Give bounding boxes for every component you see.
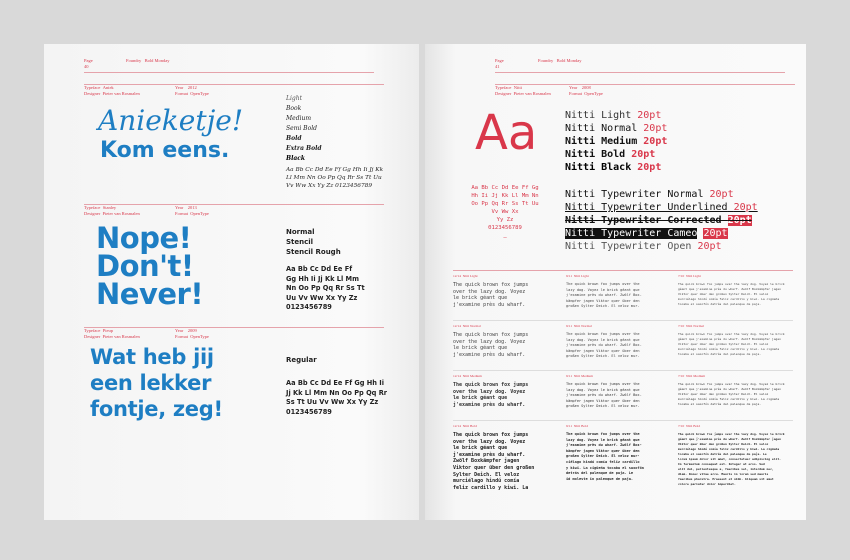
weights-pieup: Regular bbox=[286, 356, 317, 364]
display-pieup: Wat heb jij een lekker fontje, zeg! bbox=[90, 345, 223, 421]
display-aniek-line1: Anieketje! bbox=[98, 104, 244, 137]
alphabet-stanley: Aa Bb Cc Dd Ee Ff Gg Hh Ii Jj Kk Ll Mm Nn Oo Pp Qq Rr Ss Tt Uu Vv Ww Xx Yy Zz 0123456789 bbox=[286, 265, 365, 311]
alphabet-nitti: Aa Bb Cc Dd Ee Ff Gg Hh Ii Jj Kk Ll Mm Nn Oo Pp Qq Rr Ss Tt Uu Vv Ww Xx Yy Zz 0123456789 — bbox=[471, 185, 539, 241]
page-label: Page 40 bbox=[84, 58, 93, 69]
section-meta: Typeface Pieup Designer Pieter van Rosmalen bbox=[84, 328, 140, 339]
big-glyph: Aa bbox=[475, 105, 538, 161]
sample-label: 9/11 Nitti Light bbox=[566, 274, 589, 278]
section-meta: Year 2008 Format OpenType bbox=[569, 85, 603, 96]
typewriter-cameo: Nitti Typewriter Cameo 20pt bbox=[565, 228, 728, 239]
right-page bbox=[425, 44, 806, 520]
weights-aniek: Light Book Medium Semi Bold Bold Extra Bold Black bbox=[286, 95, 322, 162]
sample-label: 12/14 Nitti Normal bbox=[453, 324, 481, 328]
divider bbox=[84, 72, 374, 73]
section-meta: Year 2009 Format OpenType bbox=[175, 328, 209, 339]
sample-text: The quick brown fox jumps over the lazy dog. Voyez le brick géant que j'examine près du wharf. bbox=[453, 382, 529, 408]
divider bbox=[495, 72, 785, 73]
sample-text: The quick brown fox jumps over the lazy dog. Voyez le brick géant que j'examine près du wharf. Zwölf Boxkämpfer jagen Viktor quer über den großen Sylter Deich. El veloz murciélago hindú comía feliz cardillo y kiwi. La cigüeña tocaba el saxofón detrás del palenque de paja. bbox=[678, 382, 785, 406]
page-label: Page 41 bbox=[495, 58, 504, 69]
weight-medium: Nitti Medium 20pt bbox=[565, 136, 668, 147]
sample-text: The quick brown fox jumps over the lazy dog. Voyez le brick géant que j'examine près du wharf. Zwölf Boxkämpfer jagen Viktor quer über den großen Sylter Deich. El veloz murciélago hindú comía feliz cardillo y kiwi. La cigüeña tocaba el saxofón detrás del palenque de paja. bbox=[678, 282, 785, 306]
sample-text: The quick brown fox jumps over the lazy dog. Voyez le brick géant que j'examine près du wharf. bbox=[453, 282, 529, 308]
sample-label: 12/14 Nitti Bold bbox=[453, 424, 477, 428]
section-meta: Typeface Nitti Designer Pieter van Rosmalen bbox=[495, 85, 551, 96]
left-page bbox=[44, 44, 419, 520]
sample-text: The quick brown fox jumps over the lazy dog. Voyez le brick géant que j'examine près du wharf. Zwölf Boxkämpfer jagen Viktor quer über den großen Sylter Deich. El veloz murciélago hindú comía feliz cardillo y kiwi. La bbox=[453, 432, 535, 491]
divider bbox=[453, 370, 793, 371]
sample-text: The quick brown fox jumps over the lazy dog. Voyez le brick géant que j'examine près du wharf. bbox=[453, 332, 529, 358]
typewriter-corrected: Nitti Typewriter Corrected 20pt bbox=[565, 215, 752, 226]
alphabet-pieup: Aa Bb Cc Dd Ee Ff Gg Hh Ii Jj Kk Ll Mm Nn Oo Pp Qq Rr Ss Tt Uu Vv Ww Xx Yy Zz 0123456789 bbox=[286, 379, 388, 416]
sample-label: 12/14 Nitti Light bbox=[453, 274, 478, 278]
section-meta: Year 2013 Format OpenType bbox=[175, 205, 209, 216]
foundry-info: Foundry Bold Monday bbox=[538, 58, 582, 63]
display-aniek-line2: Kom eens. bbox=[100, 138, 230, 163]
alphabet-aniek: Aa Bb Cc Dd Ee Ff Gg Hh Ii Jj Kk Ll Mm Nn Oo Pp Qq Rr Ss Tt Uu Vv Ww Xx Yy Zz 0123456789 bbox=[286, 167, 384, 189]
typewriter-normal: Nitti Typewriter Normal 20pt bbox=[565, 189, 734, 200]
divider bbox=[453, 270, 793, 271]
sample-text: The quick brown fox jumps over the lazy dog. Voyez le brick géant que j'examine près du wharf. Zwölf Box- kämpfer jagen Viktor quer über den großen Sylter Deich. El veloz mur- bbox=[566, 282, 642, 309]
sample-text: The quick brown fox jumps over the lazy dog. Voyez le brick géant que j'examine près du wharf. Zwölf Box- kämpfer jagen Viktor quer über den großen Sylter Deich. El veloz mur- bbox=[566, 382, 642, 409]
weights-stanley: Normal Stencil Stencil Rough bbox=[286, 228, 341, 256]
sample-text: The quick brown fox jumps over the lazy dog. Voyez le brick géant que j'examine près du wharf. Zwölf Box- kämpfer jagen Viktor quer über den großen Sylter Deich. El veloz mur- ciélago hindú comía feliz cardillo y kiwi. La cigüeña tocaba el saxofón detrás del palenque de paja. Le id moleste in palenque de paja. bbox=[566, 432, 644, 481]
typewriter-open: Nitti Typewriter Open 20pt bbox=[565, 241, 722, 252]
weight-light: Nitti Light 20pt bbox=[565, 110, 662, 121]
sample-text: The quick brown fox jumps over the lazy dog. Voyez le brick géant que j'examine près du wharf. Zwölf Boxkämpfer jagen Viktor quer über den großen Sylter Deich. El veloz murciélago hindú comía feliz cardillo y kiwi. La cigüeña tocaba el saxofón detrás del palenque de paja. Le lorem ipsum dolor sit amet, consectetuer adipiscing elit. In fermentum consequat est. Integer at eros. Sed elit dui, pellentesque a, faucibus vel, interdum nec, diam. Donec vitae arcu. Mauris in lorem sed mauris faucibus pharetra. Praesent et nibh. Aliquam sit amet colore pariatur dolor imperdiet. bbox=[678, 432, 785, 486]
sample-label: 7/10 Nitti Normal bbox=[678, 324, 704, 328]
sample-label: 9/11 Nitti Bold bbox=[566, 424, 588, 428]
sample-label: 12/14 Nitti Medium bbox=[453, 374, 482, 378]
divider bbox=[453, 420, 793, 421]
weight-bold: Nitti Bold 20pt bbox=[565, 149, 656, 160]
weight-normal: Nitti Normal 20pt bbox=[565, 123, 668, 134]
typewriter-list bbox=[565, 188, 758, 253]
section-meta: Year 2012 Format OpenType bbox=[175, 85, 209, 96]
sample-label: 9/11 Nitti Normal bbox=[566, 324, 592, 328]
sample-label: 9/11 Nitti Medium bbox=[566, 374, 593, 378]
sample-label: 7/10 Nitti Medium bbox=[678, 374, 706, 378]
foundry-info: Foundry Bold Monday bbox=[126, 58, 170, 63]
typewriter-underlined: Nitti Typewriter Underlined 20pt bbox=[565, 202, 758, 213]
sample-text: The quick brown fox jumps over the lazy dog. Voyez le brick géant que j'examine près du wharf. Zwölf Boxkämpfer jagen Viktor quer über den großen Sylter Deich. El veloz murciélago hindú comía feliz cardillo y kiwi. La cigüeña tocaba el saxofón detrás del palenque de paja. bbox=[678, 332, 785, 356]
section-meta: Typeface Stanley Designer Pieter van Rosmalen bbox=[84, 205, 140, 216]
sample-text: The quick brown fox jumps over the lazy dog. Voyez le brick géant que j'examine près du wharf. Zwölf Box- kämpfer jagen Viktor quer über den großen Sylter Deich. El veloz mur- bbox=[566, 332, 642, 359]
section-meta: Typeface Aniek Designer Pieter van Rosmalen bbox=[84, 85, 140, 96]
weight-black: Nitti Black 20pt bbox=[565, 162, 662, 173]
sample-label: 7/10 Nitti Bold bbox=[678, 424, 701, 428]
display-stanley: Nope! Don't! Never! bbox=[96, 221, 204, 311]
divider bbox=[453, 320, 793, 321]
sample-label: 7/10 Nitti Light bbox=[678, 274, 701, 278]
weights-list bbox=[565, 109, 667, 174]
